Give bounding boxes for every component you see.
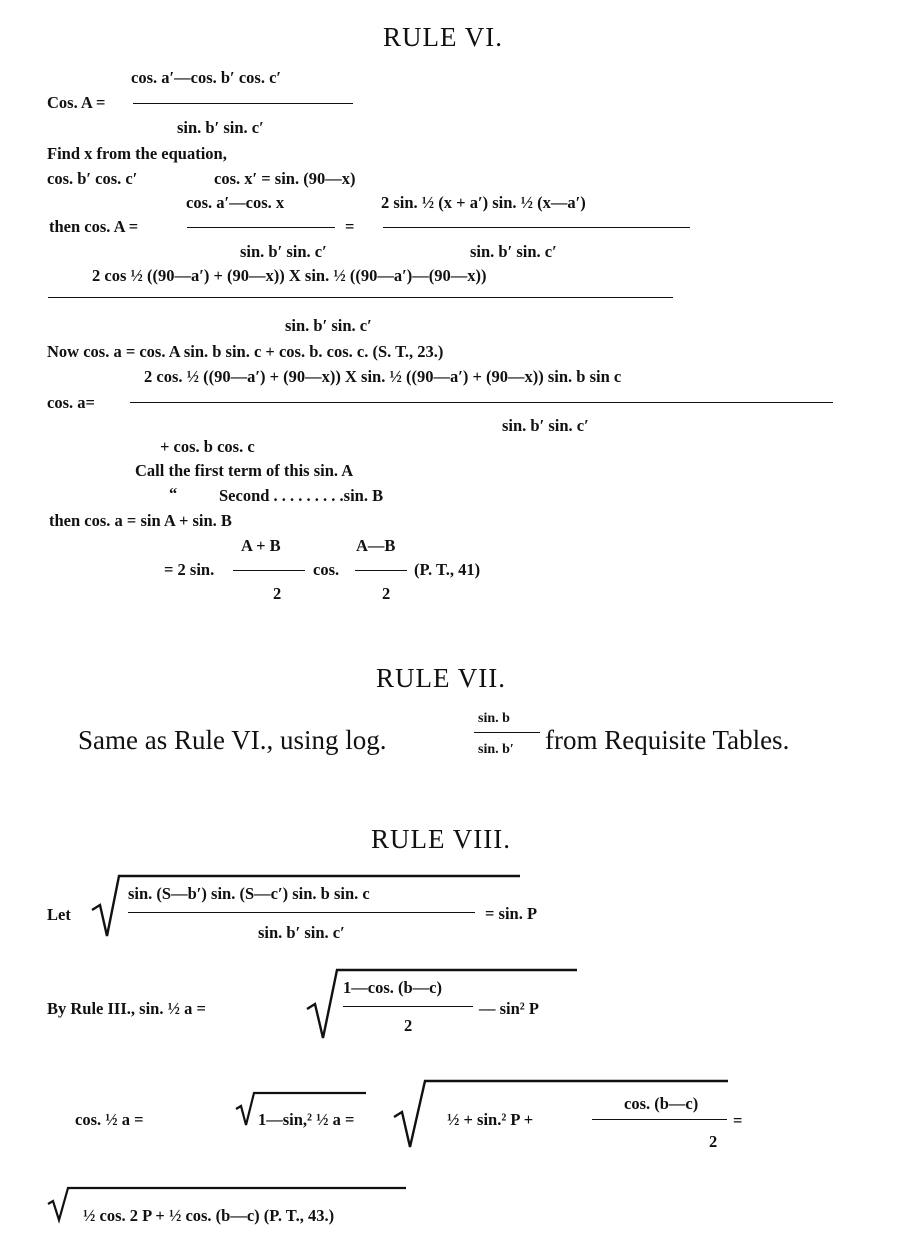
formula-cos: cos. [313,560,340,579]
then-denominator-1: sin. b′ sin. c′ [240,242,327,261]
cos-a-denominator: sin. b′ sin. c′ [502,416,589,435]
fraction-bar [592,1119,727,1120]
now-cos-a-line: Now cos. a = cos. A sin. b sin. c + cos. b. cos. c. (S. T., 23.) [47,342,444,361]
rule-7-heading: RULE VII. [376,663,506,693]
second-term: Second . . . . . . . . .sin. B [219,486,384,505]
plus-cos-b-cos-c: + cos. b cos. c [160,437,255,456]
formula-lhs: = 2 sin. [164,560,215,579]
by-rule-3-numerator: 1—cos. (b—c) [343,978,442,997]
long-numerator: 2 cos ½ ((90—a′) + (90—x)) X sin. ½ ((90—a′)—(90—x)) [92,266,487,285]
then-denominator-2: sin. b′ sin. c′ [470,242,557,261]
radical-sign [392,1077,737,1152]
let-numerator: sin. (S—b′) sin. (S—c′) sin. b sin. c [128,884,370,903]
fraction-bar [383,227,690,228]
fraction-bar [130,402,833,403]
rule-6-heading: RULE VI. [383,22,503,52]
rule-7-text-end: from Requisite Tables. [545,725,790,755]
formula-numerator-1: A + B [241,536,281,555]
final-expression: ½ cos. 2 P + ½ cos. (b—c) (P. T., 43.) [83,1206,335,1225]
cos-half-a-middle: 1—sin,² ½ a = [258,1110,355,1129]
cos-a-lhs: cos. a= [47,393,95,412]
cos-half-a-denominator: 2 [709,1132,718,1151]
rule-6-cos-a-lhs: Cos. A = [47,93,106,112]
fraction-bar [233,570,305,571]
cos-half-a-inner: ½ + sin.² P + [447,1110,534,1129]
then-numerator-1: cos. a′—cos. x [186,193,285,212]
fraction-bar [133,103,353,104]
fraction-bar [128,912,475,913]
formula-numerator-2: A—B [356,536,396,555]
formula-denominator-2: 2 [382,584,391,603]
find-x-text: Find x from the equation, [47,144,227,163]
ditto-mark: “ [169,484,178,503]
by-rule-3-lhs: By Rule III., sin. ½ a = [47,999,206,1018]
let-rhs: = sin. P [485,904,538,923]
call-first-term: Call the first term of this sin. A [135,461,354,480]
cos-a-numerator: 2 cos. ½ ((90—a′) + (90—x)) X sin. ½ ((90—a′) + (90—x)) sin. b sin c [144,367,622,386]
fraction-bar [48,297,673,298]
rule-7-fraction-numerator: sin. b [478,711,510,726]
cos-half-a-equals: = [733,1111,743,1130]
cos-half-a-lhs: cos. ½ a = [75,1110,144,1129]
rule-7-text-start: Same as Rule VI., using log. [78,725,387,755]
cos-half-a-numerator: cos. (b—c) [624,1094,699,1113]
rule-6-cos-a-numerator: cos. a′—cos. b′ cos. c′ [131,68,282,87]
long-denominator: sin. b′ sin. c′ [285,316,372,335]
rule-8-heading: RULE VIII. [371,824,511,854]
rule-6-cos-a-denominator: sin. b′ sin. c′ [177,118,264,137]
fraction-bar [355,570,407,571]
rule-7-fraction-denominator: sin. b′ [478,742,514,757]
equation-x-left: cos. b′ cos. c′ [47,169,138,188]
formula-reference: (P. T., 41) [414,560,481,579]
fraction-bar [474,732,540,733]
then-numerator-2: 2 sin. ½ (x + a′) sin. ½ (x—a′) [381,193,586,212]
equation-x-right: cos. x′ = sin. (90—x) [214,169,356,188]
then-cos-a-sum: then cos. a = sin A + sin. B [49,511,232,530]
fraction-bar [343,1006,473,1007]
by-rule-3-denominator: 2 [404,1016,413,1035]
then-cos-a-lhs: then cos. A = [49,217,139,236]
by-rule-3-rhs: — sin² P [479,999,539,1018]
then-equals: = [345,217,355,236]
let-label: Let [47,905,71,924]
let-denominator: sin. b′ sin. c′ [258,923,345,942]
formula-denominator-1: 2 [273,584,282,603]
fraction-bar [187,227,335,228]
